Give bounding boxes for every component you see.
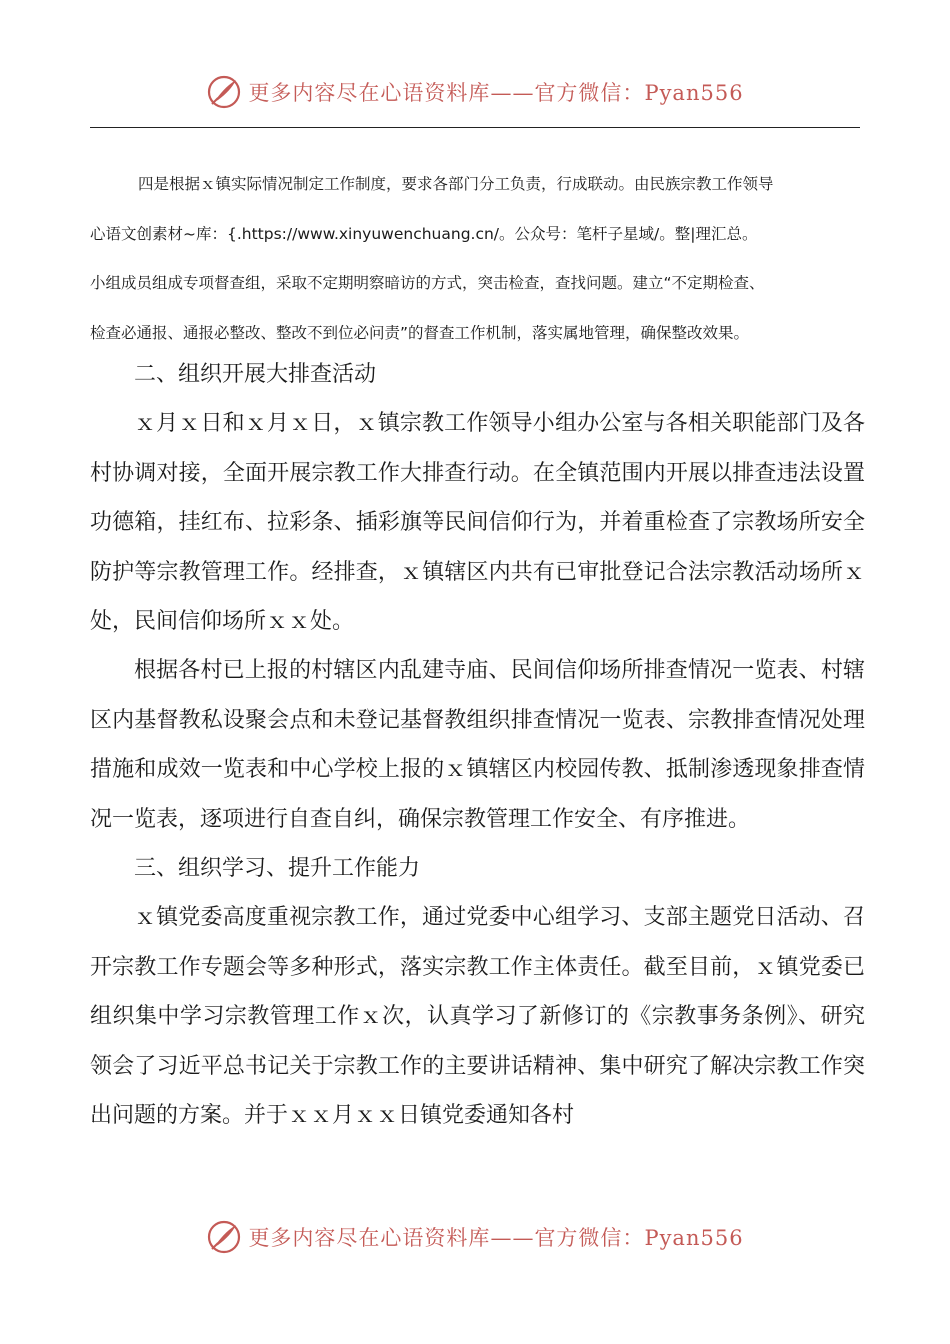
quill-pen-logo-icon: [206, 74, 242, 110]
paragraph-2b: 根据各村已上报的村辖区内乱建寺庙、民间信仰场所排查情况一览表、村辖区内基督教私设聚会点和未登记基督教组织排查情况一览表、宗教排查情况处理措施和成效一览表和中心学校上报的ｘ镇辖区内校园传教、抵制渗透现象排查情况一览表，逐项进行自查自纠，确保宗教管理工作安全、有序推进。: [90, 658, 865, 832]
intro-line-2: 心语文创素材~库：{.https://www.xinyuwenchuang.cn/。公众号：笔杆子星域/。整|理汇总。: [90, 224, 758, 243]
intro-line-4: 检查必通报、通报必整改、整改不到位必问责”的督查工作机制，落实属地管理，确保整改效果。: [90, 323, 750, 342]
header-account: Pyan556: [644, 81, 744, 105]
intro-paragraph: [90, 160, 865, 358]
document-body: [90, 350, 865, 1141]
intro-line-3: 小组成员组成专项督查组，采取不定期明察暗访的方式，突击检查，查找问题。建立“不定期检查、: [90, 274, 765, 292]
section-heading-2: 二、组织开展大排查活动: [134, 362, 377, 387]
header-brand-text: 更多内容尽在心语资料库——官方微信：Pyan556: [248, 81, 744, 105]
footer-brand-text: 更多内容尽在心语资料库——官方微信：Pyan556: [248, 1226, 744, 1250]
header-banner: [0, 70, 950, 114]
intro-line-1: 四是根据ｘ镇实际情况制定工作制度，要求各部门分工负责，行成联动。由民族宗教工作领导: [138, 175, 774, 193]
footer-account: Pyan556: [644, 1226, 744, 1250]
paragraph-2a: ｘ月ｘ日和ｘ月ｘ日，ｘ镇宗教工作领导小组办公室与各相关职能部门及各村协调对接，全面开展宗教工作大排查行动。在全镇范围内开展以排查违法设置功德箱，挂红布、拉彩条、插彩旗等民间信仰行为，并着重检查了宗教场所安全防护等宗教管理工作。经排查，ｘ镇辖区内共有已审批登记合法宗教活动场所ｘ处，民间信仰场所ｘｘ处。: [90, 411, 865, 635]
paragraph-3a: ｘ镇党委高度重视宗教工作，通过党委中心组学习、支部主题党日活动、召开宗教工作专题会等多种形式，落实宗教工作主体责任。截至目前，ｘ镇党委已组织集中学习宗教管理工作ｘ次，认真学习了新修订的《宗教事务条例》、研究领会了习近平总书记关于宗教工作的主要讲话精神、集中研究了解决宗教工作突出问题的方案。并于ｘｘ月ｘｘ日镇党委通知各村: [90, 905, 865, 1129]
quill-pen-logo-icon: [206, 1219, 242, 1255]
footer-banner: [0, 1215, 950, 1259]
section-heading-3: 三、组织学习、提升工作能力: [134, 856, 421, 882]
header-divider: [90, 127, 860, 128]
